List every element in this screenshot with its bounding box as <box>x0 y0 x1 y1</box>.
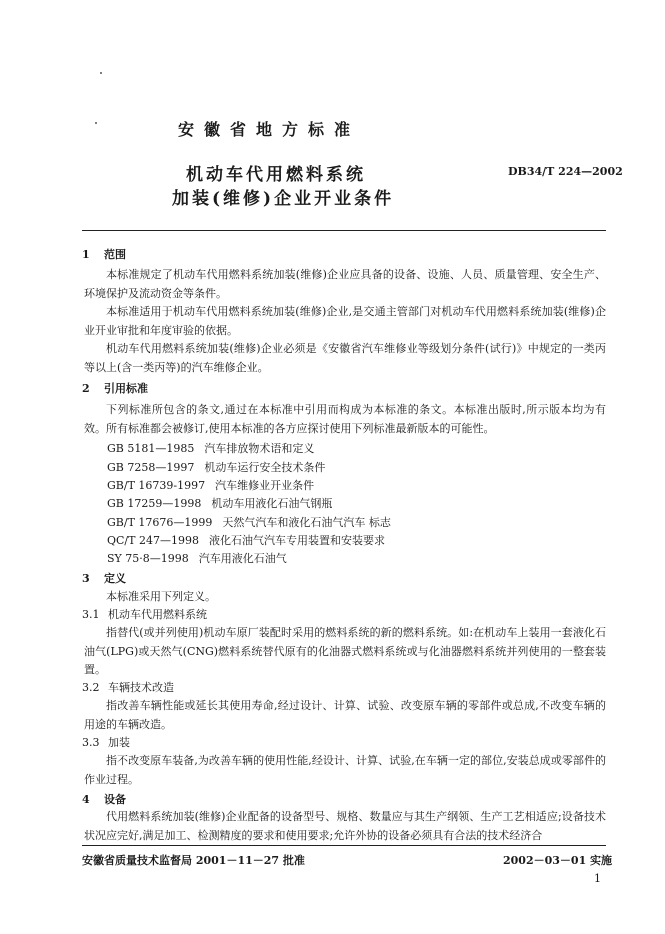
paragraph: 下列标准所包含的条文,通过在本标准中引用而构成为本标准的条文。本标准出版时,所示版本均为有效。所有标准都会被修订,使用本标准的各方应探讨使用下列标准最新版本的可能性。 <box>84 403 606 435</box>
section-number: 4 <box>82 793 90 806</box>
section-title: 定义 <box>104 572 126 585</box>
reference-code: GB/T 17676—1999 <box>107 516 213 529</box>
reference-name: 天然气汽车和液化石油气汽车 标志 <box>222 516 391 529</box>
document-title-line-2: 加装(维修)企业开业条件 <box>172 189 395 209</box>
definition-number: 3.3 <box>82 736 100 749</box>
section-3-heading <box>82 570 126 586</box>
implementation-date: 2002－03－01 实施 <box>503 854 613 867</box>
reference-code: GB 17259—1998 <box>107 497 202 510</box>
page-number: 1 <box>594 872 601 885</box>
section-2-heading <box>82 380 148 396</box>
approval-info: 安徽省质量技术监督局 2001－11－27 批准 <box>82 854 305 867</box>
scan-speck <box>100 72 102 74</box>
section-number: 2 <box>82 382 90 395</box>
definition-title: 加装 <box>108 736 130 749</box>
reference-code: SY 75·8—1998 <box>107 552 189 565</box>
reference-name: 汽车维修业开业条件 <box>215 479 315 492</box>
standard-code: DB34/T 224—2002 <box>508 165 623 178</box>
footer-divider <box>82 845 606 846</box>
reference-standard <box>107 532 385 548</box>
reference-name: 汽车排放物术语和定义 <box>204 442 315 455</box>
paragraph: 本标准采用下列定义。 <box>106 590 216 603</box>
definition-text: 指改善车辆性能或延长其使用寿命,经过设计、计算、试验、改变原车辆的零部件或总成,不改变车辆的用途的车辆改造。 <box>84 699 606 731</box>
definition-3-1-heading <box>82 606 207 622</box>
document-title-line-1: 机动车代用燃料系统 <box>186 165 366 185</box>
reference-name: 汽车用液化石油气 <box>198 552 287 565</box>
scan-speck <box>95 122 97 124</box>
standard-type-heading: 安徽省地方标准 <box>178 120 361 139</box>
section-title: 范围 <box>104 248 126 261</box>
definition-title: 车辆技术改造 <box>108 681 174 694</box>
paragraph: 代用燃料系统加装(维修)企业配备的设备型号、规格、数量应与其生产纲领、生产工艺相适应;设备技术状况应完好,满足加工、检测精度的要求和使用要求;允许外协的设备必须具有合法的技术经济合 <box>84 810 606 842</box>
reference-standard <box>107 477 314 493</box>
reference-code: GB 5181—1985 <box>107 442 195 455</box>
paragraph: 本标准规定了机动车代用燃料系统加装(维修)企业应具备的设备、设施、人员、质量管理、安全生产、环境保护及流动资金等条件。 <box>84 268 606 300</box>
section-number: 1 <box>82 248 90 261</box>
definition-3-2-heading <box>82 679 174 695</box>
section-title: 引用标准 <box>104 382 148 395</box>
reference-name: 机动车用液化石油气钢瓶 <box>211 497 333 510</box>
reference-standard <box>107 440 314 456</box>
definition-text: 指不改变原车装备,为改善车辆的使用性能,经设计、计算、试验,在车辆一定的部位,安装总成或零部件的作业过程。 <box>84 754 606 786</box>
header-divider <box>82 230 606 231</box>
reference-code: GB 7258—1997 <box>107 461 195 474</box>
paragraph: 机动车代用燃料系统加装(维修)企业必须是《安徽省汽车维修业等级划分条件(试行)》中规定的一类丙等以上(含一类丙等)的汽车维修企业。 <box>84 342 606 374</box>
reference-code: GB/T 16739-1997 <box>107 479 206 492</box>
definition-title: 机动车代用燃料系统 <box>108 608 207 621</box>
definition-number: 3.2 <box>82 681 100 694</box>
reference-standard <box>107 459 325 475</box>
section-4-heading <box>82 791 126 807</box>
reference-standard <box>107 495 332 511</box>
section-number: 3 <box>82 572 90 585</box>
reference-name: 液化石油气汽车专用装置和安装要求 <box>208 534 385 547</box>
reference-name: 机动车运行安全技术条件 <box>204 461 326 474</box>
definition-3-3-heading <box>82 734 130 750</box>
paragraph: 本标准适用于机动车代用燃料系统加装(维修)企业,是交通主管部门对机动车代用燃料系统加装(维修)企业开业审批和年度审验的依据。 <box>84 305 606 337</box>
reference-standard <box>107 514 391 530</box>
definition-text: 指替代(或并列使用)机动车原厂装配时采用的燃料系统的新的燃料系统。如:在机动车上装用一套液化石油气(LPG)或天然气(CNG)燃料系统替代原有的化油器式燃料系统或与化油器燃料系统并列使用的一整套装置。 <box>84 626 606 676</box>
section-title: 设备 <box>104 793 126 806</box>
reference-code: QC/T 247—1998 <box>107 534 199 547</box>
definition-number: 3.1 <box>82 608 100 621</box>
reference-standard <box>107 550 287 566</box>
section-1-heading <box>82 246 126 262</box>
